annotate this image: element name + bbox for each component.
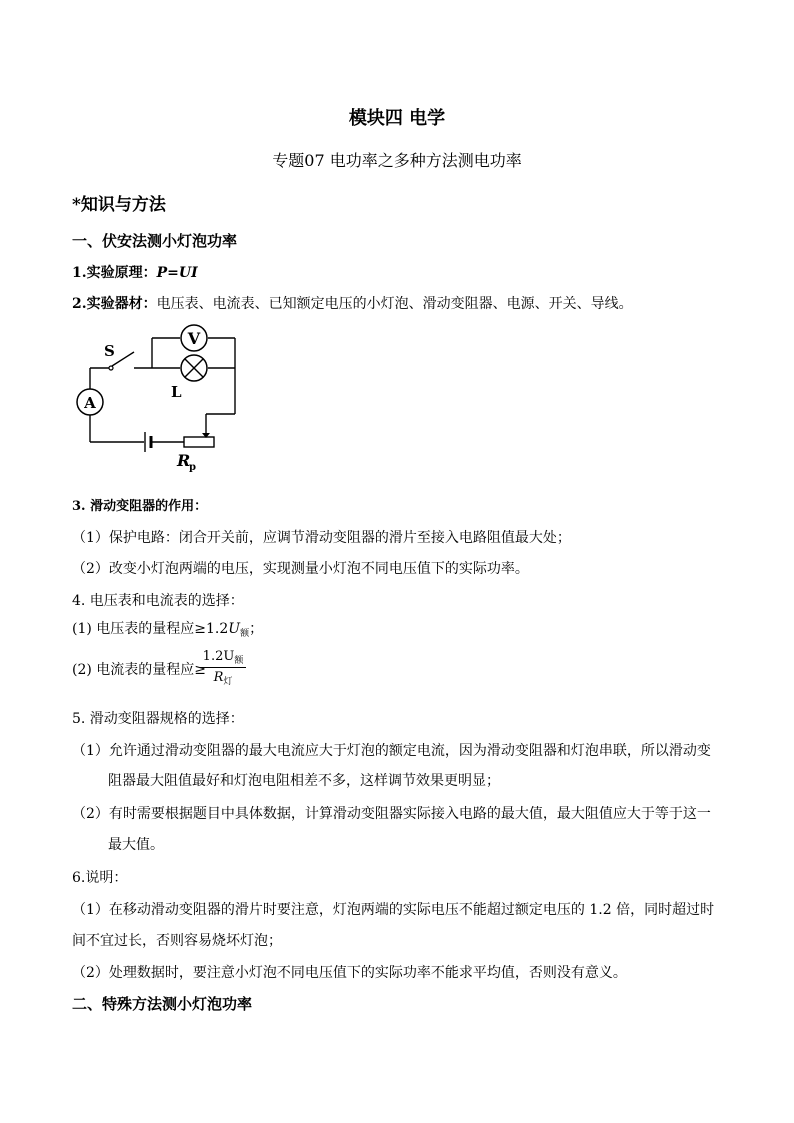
equipment-line — [72, 293, 633, 313]
rheostat-label: R — [177, 451, 191, 470]
circuit-diagram — [72, 318, 252, 478]
rheostat-role-item2: （2）改变小灯泡两端的电压，实现测量小灯泡不同电压值下的实际功率。 — [72, 561, 529, 577]
meter-choice-item2: (2) 电流表的量程应≥ — [72, 662, 207, 678]
meter-choice-heading: 4. 电压表和电流表的选择： — [72, 593, 244, 609]
notes-item1-line2: 间不宜过长，否则容易烧坏灯泡； — [72, 933, 282, 949]
principle-line — [72, 262, 198, 282]
fraction-numerator — [200, 649, 246, 668]
rheostat-role-heading: 3. 滑动变阻器的作用： — [72, 499, 208, 514]
lamp-label: L — [171, 383, 182, 401]
page-title: 模块四 电学 — [348, 108, 446, 129]
fraction-den-sub: 灯 — [223, 677, 233, 687]
principle-formula: P=UI — [156, 265, 198, 281]
part1-heading: 一、伏安法测小灯泡功率 — [72, 232, 238, 250]
meter-choice-item1-suffix: ； — [249, 621, 264, 637]
meter-choice-item1-prefix: (1) 电压表的量程应≥1.2 — [72, 621, 229, 637]
equipment-text: 电压表、电流表、已知额定电压的小灯泡、滑动变阻器、电源、开关、导线。 — [156, 296, 633, 312]
meter-choice-item1-var: U — [228, 621, 241, 637]
equipment-label: 2.实验器材： — [72, 296, 157, 312]
fraction-denominator — [200, 668, 246, 687]
rheostat-spec-heading: 5. 滑动变阻器规格的选择： — [72, 711, 244, 727]
fraction-den-text: R — [213, 670, 224, 685]
meter-choice-item1 — [72, 618, 263, 639]
principle-label: 1.实验原理： — [72, 265, 157, 281]
ammeter-label: A — [84, 394, 96, 412]
rheostat-role-item1: （1）保护电路：闭合开关前，应调节滑动变阻器的滑片至接入电路阻值最大处； — [72, 530, 571, 546]
current-range-fraction — [200, 649, 246, 687]
rheostat-spec-item1-line1: （1）允许通过滑动变阻器的最大电流应大于灯泡的额定电流，因为滑动变阻器和灯泡串联，所以滑动变 — [72, 743, 711, 759]
rheostat-spec-item2-line2: 最大值。 — [108, 837, 164, 853]
rheostat-spec-item2-line1: （2）有时需要根据题目中具体数据，计算滑动变阻器实际接入电路的最大值，最大阻值应大于等于这一 — [72, 806, 711, 822]
meter-choice-item1-sub: 额 — [240, 629, 250, 639]
rheostat-label-sub: p — [189, 462, 196, 473]
notes-item1-line1: （1）在移动滑动变阻器的滑片时要注意，灯泡两端的实际电压不能超过额定电压的 1.2 倍，同时超过时 — [72, 902, 715, 918]
notes-item2: （2）处理数据时，要注意小灯泡不同电压值下的实际功率不能求平均值，否则没有意义。 — [72, 965, 627, 981]
voltmeter-label: V — [187, 329, 201, 348]
part2-heading: 二、特殊方法测小灯泡功率 — [72, 995, 253, 1013]
switch-label: S — [104, 342, 115, 360]
rheostat-icon — [184, 437, 214, 447]
page-subtitle: 专题07 电功率之多种方法测电功率 — [272, 151, 522, 170]
fraction-num-text: 1.2U — [202, 649, 235, 664]
notes-heading: 6.说明： — [72, 870, 128, 886]
rheostat-spec-item1-line2: 阻器最大阻值最好和灯泡电阻相差不多，这样调节效果更明显； — [108, 773, 500, 789]
section-knowledge-heading: *知识与方法 — [72, 195, 166, 215]
fraction-num-sub: 额 — [234, 656, 244, 666]
